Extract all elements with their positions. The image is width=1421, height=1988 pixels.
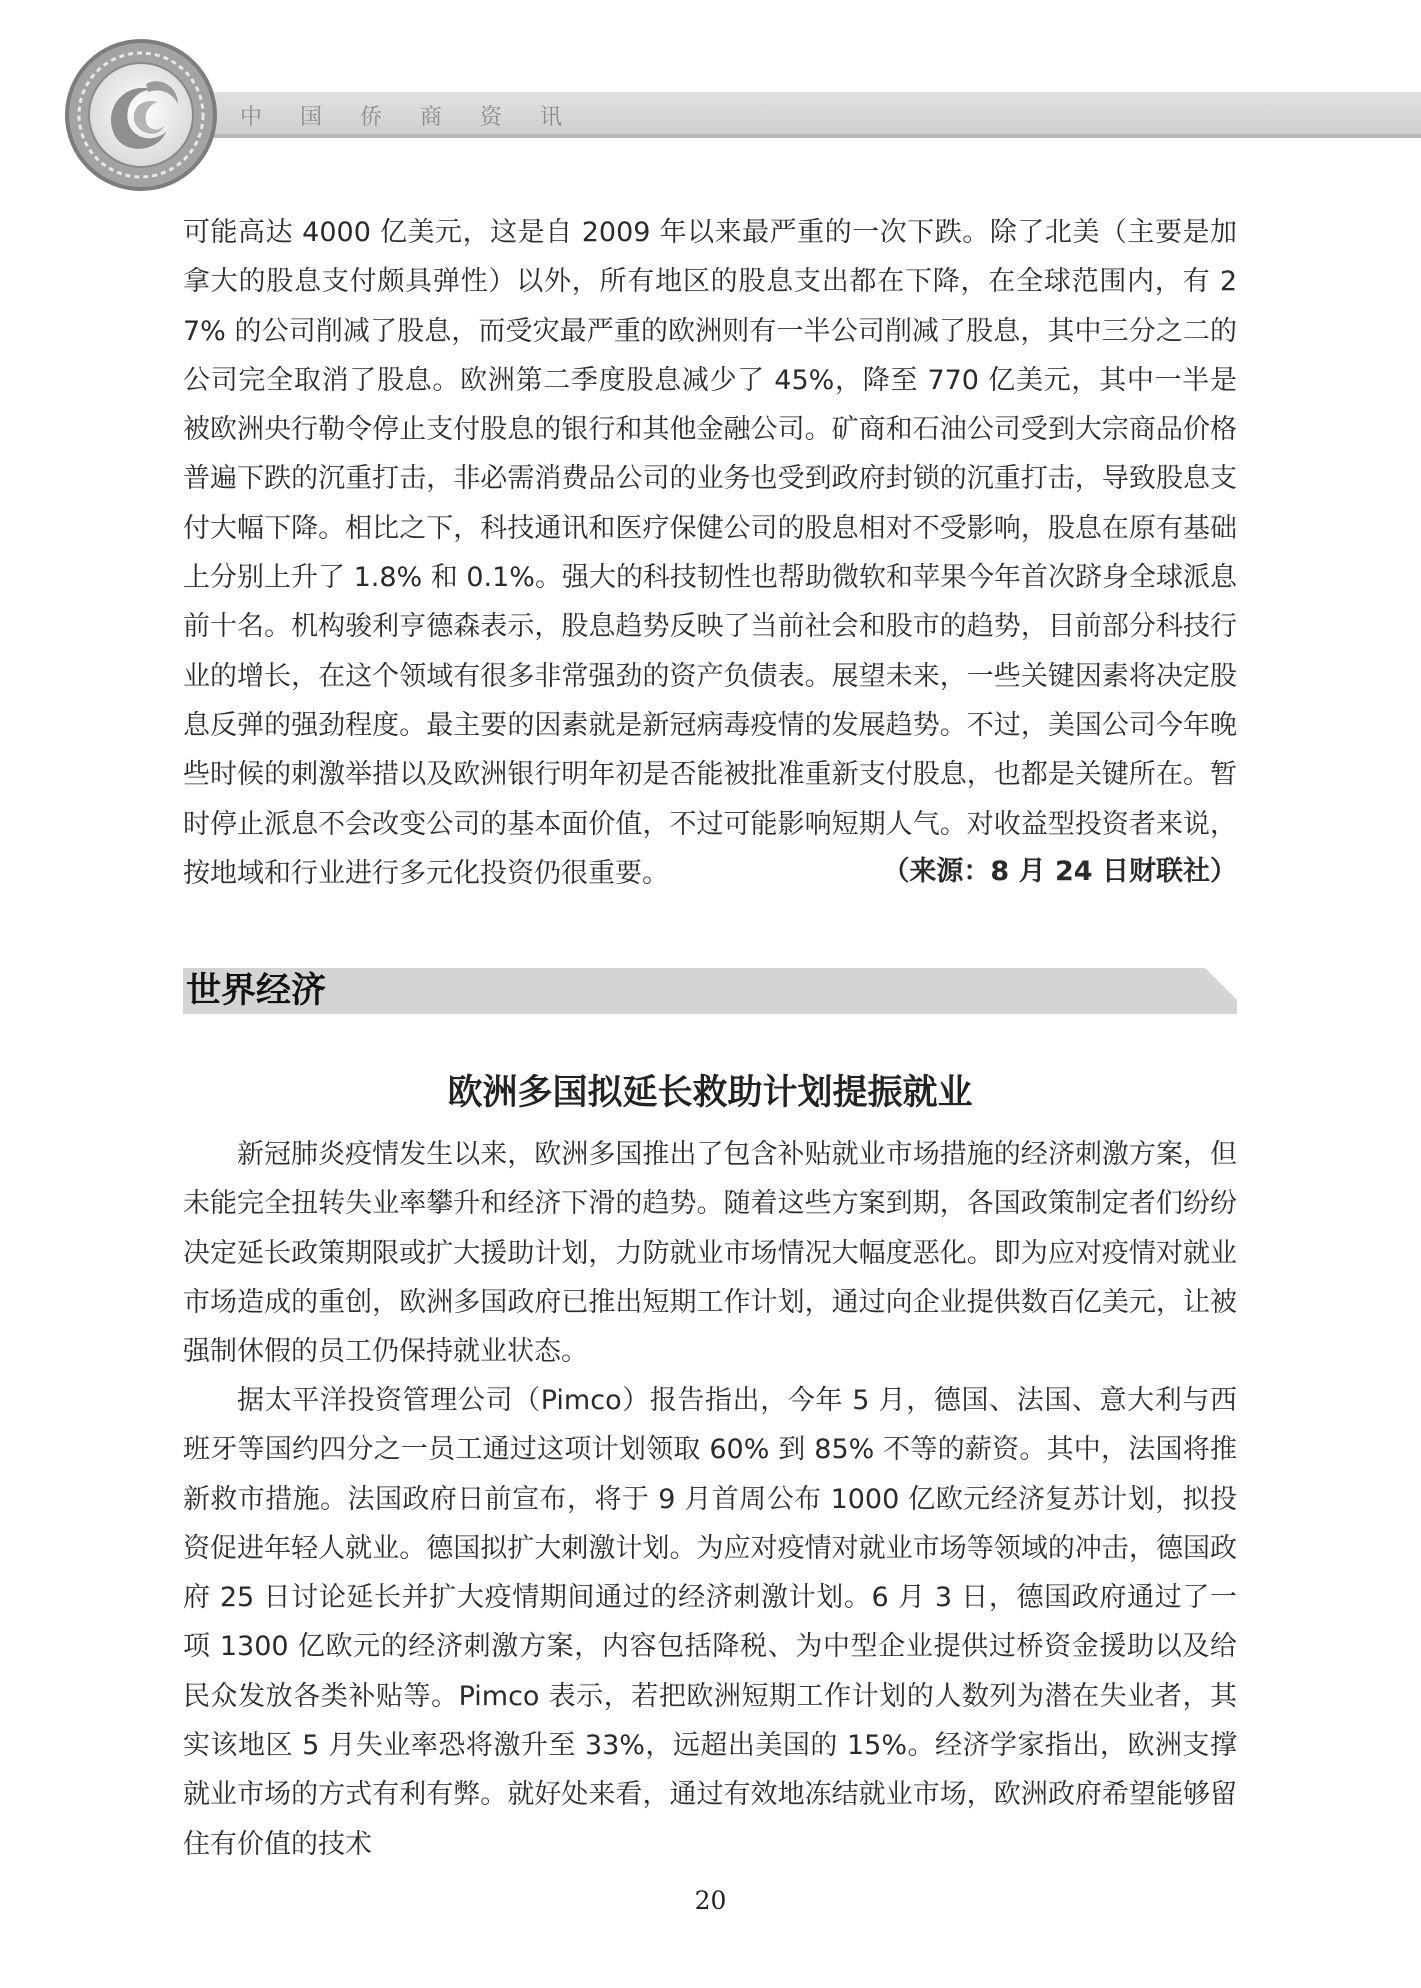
continued-paragraph: 可能高达 4000 亿美元，这是自 2009 年以来最严重的一次下跌。除了北美（主要是加拿大的股息支付颇具弹性）以外，所有地区的股息支出都在下降，在全球范围内，有 27% 的公司削减了股息，而受灾最严重的欧洲则有一半公司削减了股息，其中三分之二的公司完全取消了股息。欧洲第二季度股息减少了 45%，降至 770 亿美元，其中一半是被欧洲央行勒令停止支付股息的银行和其他金融公司。矿商和石油公司受到大宗商品价格普遍下跌的沉重打击，非必需消费品公司的业务也受到政府封锁的沉重打击，导致股息支付大幅下降。相比之下，科技通讯和医疗保健公司的股息相对不受影响，股息在原有基础上分别上升了 1.8% 和 0.1%。强大的科技韧性也帮助微软和苹果今年首次跻身全球派息前十名。机构骏利亨德森表示，股息趋势反映了当前社会和股市的趋势，目前部分科技行业的增长，在这个领域有很多非常强劲的资产负债表。展望未来，一些关键因素将决定股息反弹的强劲程度。最主要的因素就是新冠病毒疫情的发展趋势。不过，美国公司今年晚些时候的刺激举措以及欧洲银行明年初是否能被批准重新支付股息，也都是关键所在。暂时停止派息不会改变公司的基本面价值，不过可能影响短期人气。对收益型投资者来说，按地域和行业进行多元化投资仍很重要。 (183, 217, 1237, 889)
article-title: 欧洲多国拟延长救助计划提振就业 (447, 1073, 973, 1113)
section-bar (183, 968, 1237, 1014)
section-title: 世界经济 (186, 970, 327, 1011)
source-citation: （来源：8 月 24 日财联社） (882, 856, 1237, 887)
header-band-shadow (150, 134, 1421, 138)
federation-logo (62, 36, 220, 194)
article-paragraph: 据太平洋投资管理公司（Pimco）报告指出，今年 5 月，德国、法国、意大利与西班牙等国约四分之一员工通过这项计划领取 60% 到 85% 不等的薪资。其中，法国将推新救市措施。法国政府日前宣布，将于 9 月首周公布 1000 亿欧元经济复苏计划，拟投资促进年轻人就业。德国拟扩大刺激计划。为应对疫情对就业市场等领域的冲击，德国政府 25 日讨论延长并扩大疫情期间通过的经济刺激计划。6 月 3 日，德国政府通过了一项 1300 亿欧元的经济刺激方案，内容包括降税、为中型企业提供过桥资金援助以及给民众发放各类补贴等。Pimco 表示，若把欧洲短期工作计划的人数列为潜在失业者，其实该地区 5 月失业率恐将激升至 33%，远超出美国的 15%。经济学家指出，欧洲支撑就业市场的方式有利有弊。就好处来看，通过有效地冻结就业市场，欧洲政府希望能够留住有价值的技术 (183, 1385, 1237, 1860)
header-title: 中国侨商资讯 (240, 105, 601, 130)
logo-emblem-icon (62, 36, 220, 194)
article-paragraph: 新冠肺炎疫情发生以来，欧洲多国推出了包含补贴就业市场措施的经济刺激方案，但未能完全扭转失业率攀升和经济下滑的趋势。随着这些方案到期，各国政策制定者们纷纷决定延长政策期限或扩大援助计划，力防就业市场情况大幅度恶化。即为应对疫情对就业市场造成的重创，欧洲多国政府已推出短期工作计划，通过向企业提供数百亿美元，让被强制休假的员工仍保持就业状态。 (183, 1139, 1237, 1368)
page-number: 20 (694, 1886, 727, 1915)
